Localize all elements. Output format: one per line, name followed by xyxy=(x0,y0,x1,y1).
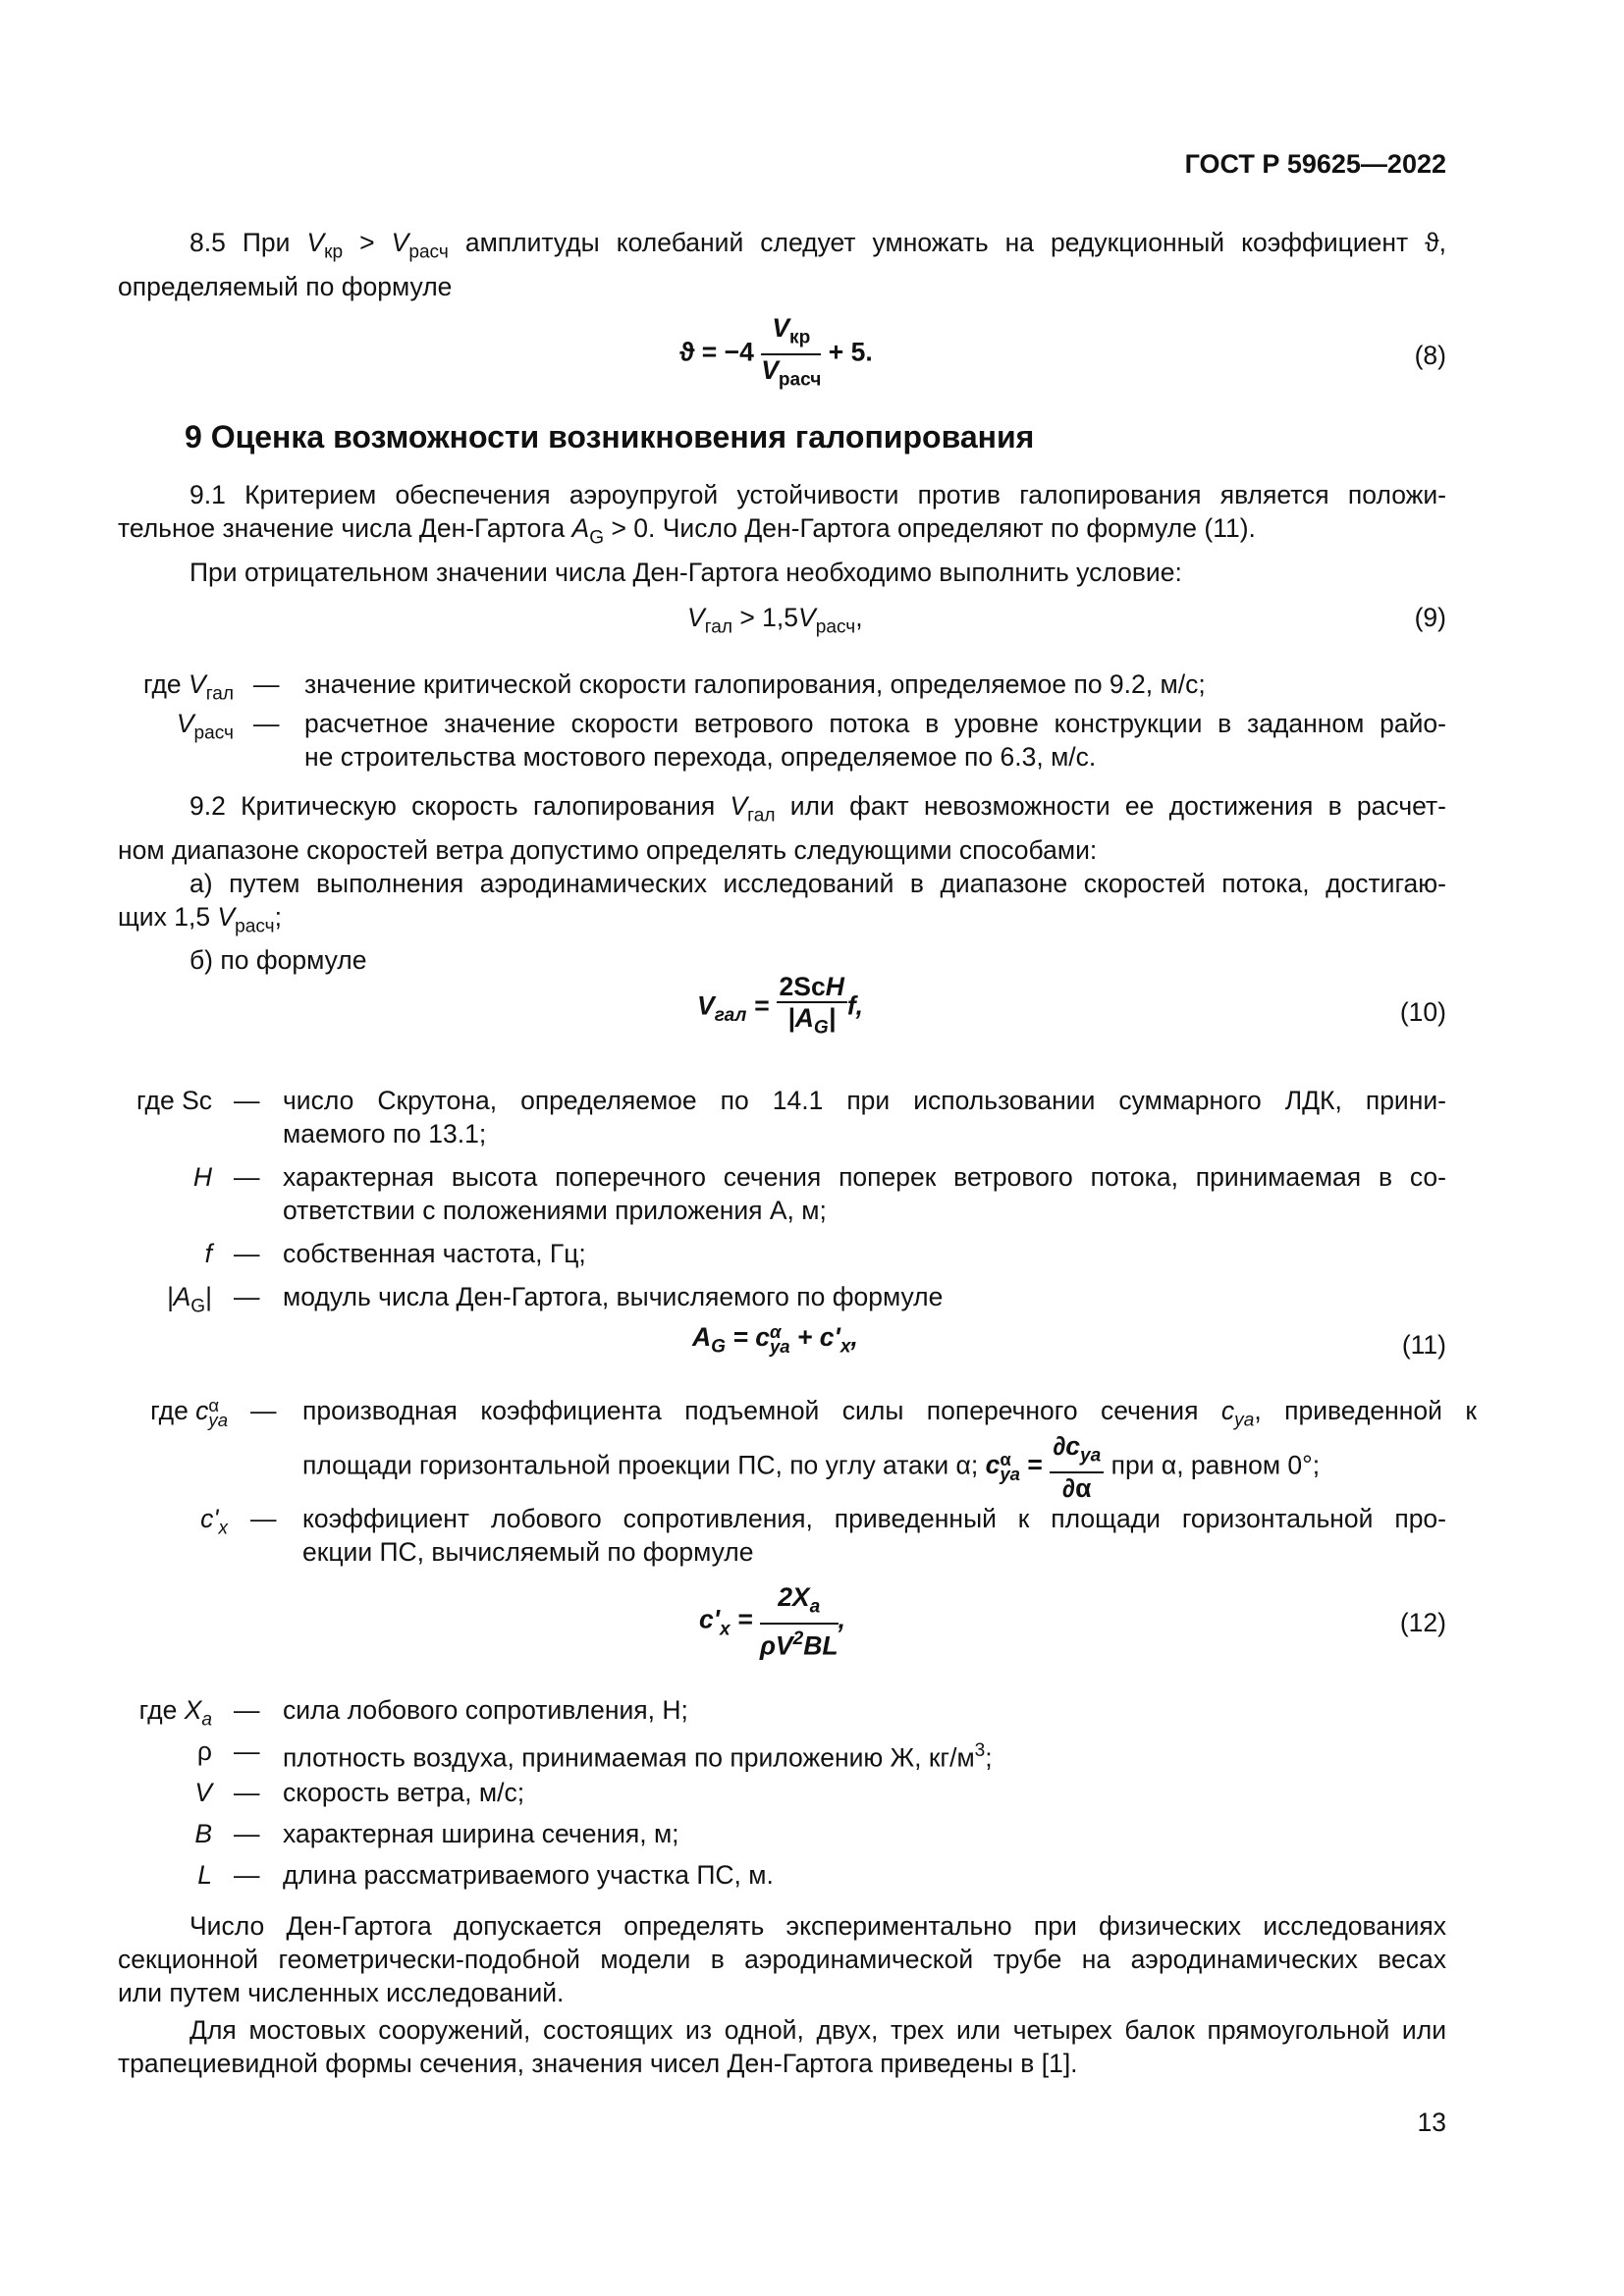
equation-11: $A_G = c$ α ya + $c'_x$, (11) xyxy=(692,1321,1446,1360)
equation-11-label: (11) xyxy=(1401,1330,1446,1360)
legend-equation-12: где $X_a$ — сила лобового сопротивления, Н; ρ — плотность воздуха, принимаемая по приложению Ж, $кг/м^3$; V — скорость ветра, м/с; B — характерная ширина сечения, м; L — длина рассматриваемого участка ПС, м. xyxy=(138,1695,993,1890)
paragraph-9-2: 9.2 Критическую скорость галопирования $V_{гал}$ или факт невозможности ее достижения в расчет- ном диапазоне скоростей ветра допустимо определять следующими способами: а) путем выполнения аэродинамических исследований в диапазоне скоростей потока, достигаю- щих 1,5 $V_{расч}$; б) по формуле xyxy=(118,791,1446,976)
equation-9-label: (9) xyxy=(1414,603,1446,632)
legend-equation-11: где c α ya — производная коэффициента подъемной силы поперечного сечения $c_{ya}$, приведенной к площади горизонтальной проекции ПС, по углу атаки α; c α ya = $\partial c_{ya}$ ∂α при α, равном 0°; $c'_x$ — коэффициент лобового сопротивления, приведенный к площади горизонтальной про- екции ПС, вычисляемый по формуле xyxy=(150,1395,1477,1567)
paragraph-den-hartog-reference: Для мостовых сооружений, состоящих из одной, двух, трех или четырех балок прямоугольной или трапециевидной формы сечения, значения чисел Ден-Гартога приведены в [1]. xyxy=(118,2015,1446,2078)
section-9-title: 9 Оценка возможности возникновения галопирования xyxy=(185,419,1035,454)
document-code: ГОСТ Р 59625—2022 xyxy=(1184,149,1446,179)
legend-equation-9: где $V_{гал}$ — значение критической скорости галопирования, определяемое по 9.2, м/с; $V_{расч}$ — расчетное значение скорости ветрового потока в уровне конструкции в заданном райо- не строительства мостового перехода, определяемое по 6.3, м/с. xyxy=(142,669,1446,772)
equation-9: $V_{гал} > 1,5V_{расч}$, (9) xyxy=(687,603,1446,638)
equation-8: ϑ = −4 $V_{кр}$ $V_{расч}$ + 5. (8) xyxy=(679,313,1446,391)
equation-8-label: (8) xyxy=(1414,341,1446,370)
legend-equation-10: где Sc — число Скрутона, определяемое по 14.1 при использовании суммарного ЛДК, прини- маемого по 13.1; H — характерная высота поперечного сечения поперек ветрового потока, принимаемая в со- ответствии с положениями приложения А, м; f — собственная частота, Гц; $|A_G|$ — модуль числа Ден-Гартога, вычисляемого по формуле xyxy=(136,1086,1446,1317)
equation-10-label: (10) xyxy=(1399,997,1446,1027)
paragraph-8-5: 8.5 При $V_{кр} > V_{расч}$ амплитуды колебаний следует умножать на редукционный коэффициент ϑ, определяемый по формуле xyxy=(118,228,1447,301)
page-number: 13 xyxy=(1417,2108,1446,2137)
paragraph-9-1: 9.1 Критерием обеспечения аэроупругой устойчивости против галопирования является положи- тельное значение числа Ден-Гартога $A_G > 0$. Число Ден-Гартога определяют по формуле (11). При отрицательном значении числа Ден-Гартога необходимо выполнить условие: xyxy=(118,480,1446,587)
equation-12-label: (12) xyxy=(1399,1608,1446,1637)
equation-10: $V_{гал}$ = 2ScH $|A_G|$ f, (10) xyxy=(697,972,1446,1039)
paragraph-den-hartog-experimental: Число Ден-Гартога допускается определять экспериментально при физических исследованиях секционной геометрически-подобной модели в аэродинамической трубе на аэродинамических весах или путем численных исследований. xyxy=(118,1911,1446,2007)
equation-12: $c'_x$ = $\frac{2X_a}{\rho V^2BL}$ , (12) xyxy=(699,1582,1446,1661)
